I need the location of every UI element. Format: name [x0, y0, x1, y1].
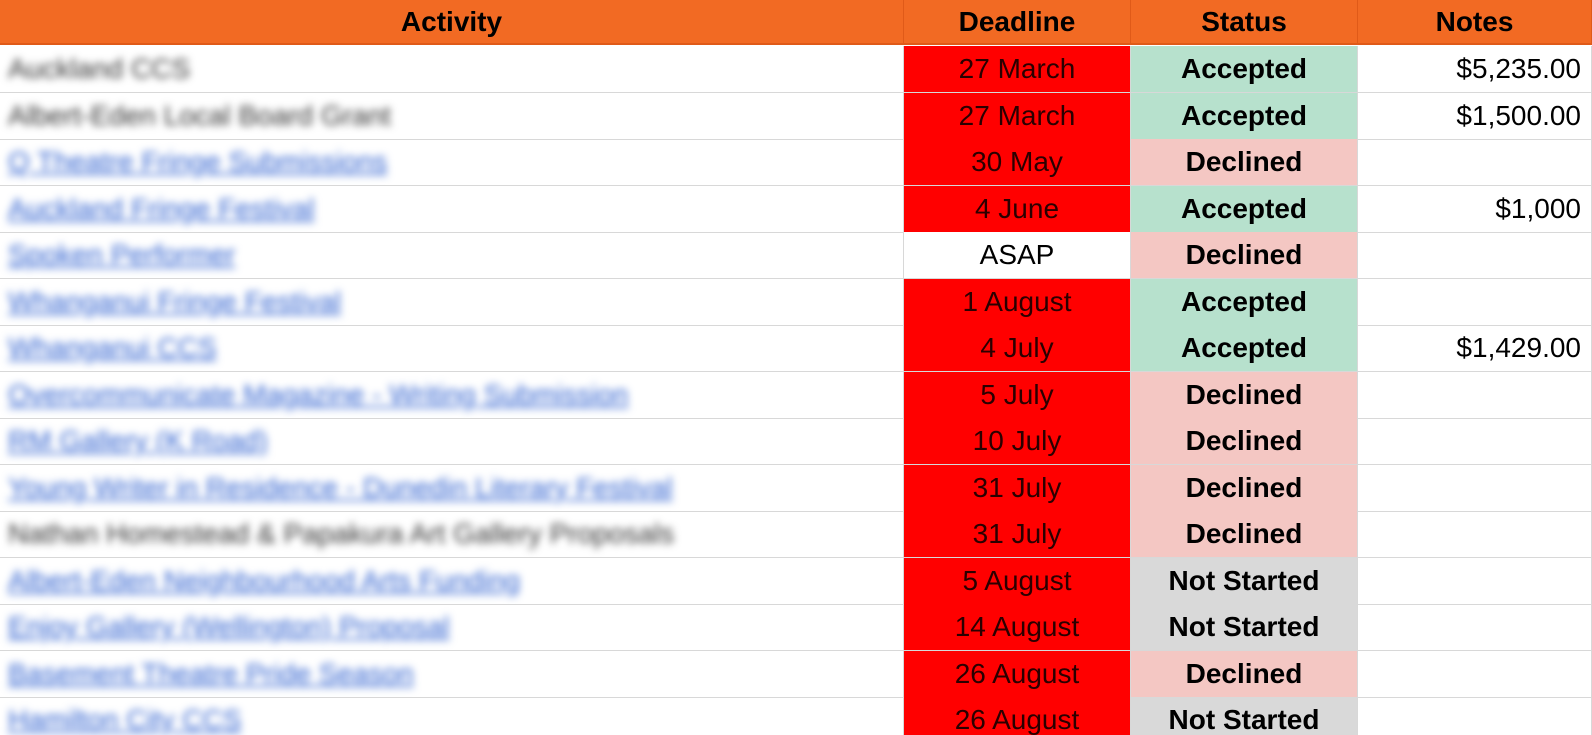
- status-cell[interactable]: Not Started: [1131, 697, 1358, 735]
- table-row: [0, 325, 1592, 372]
- activity-cell[interactable]: [0, 558, 904, 605]
- table-row: [0, 465, 1592, 512]
- activity-link[interactable]: Spoken Performer: [8, 239, 236, 270]
- status-cell[interactable]: Declined: [1131, 651, 1358, 698]
- status-cell[interactable]: Accepted: [1131, 186, 1358, 233]
- activity-link[interactable]: Q Theatre Fringe Submissions: [8, 146, 388, 177]
- table-row: [0, 279, 1592, 326]
- activity-link[interactable]: Overcommunicate Magazine - Writing Submission: [8, 378, 629, 410]
- activity-cell[interactable]: [0, 325, 904, 372]
- table-row: [0, 418, 1592, 465]
- activity-cell[interactable]: [0, 697, 904, 735]
- activity-cell[interactable]: [0, 511, 904, 558]
- deadline-cell[interactable]: 27 March: [904, 93, 1131, 140]
- table-row: [0, 372, 1592, 419]
- deadline-cell[interactable]: 5 July: [904, 372, 1131, 419]
- activity-cell[interactable]: [0, 232, 904, 279]
- deadline-cell[interactable]: 14 August: [904, 604, 1131, 651]
- notes-cell[interactable]: [1358, 418, 1592, 465]
- activity-cell[interactable]: [0, 93, 904, 140]
- table-row: [0, 46, 1592, 93]
- notes-cell[interactable]: [1358, 232, 1592, 279]
- activity-link[interactable]: Auckland Fringe Festival: [8, 192, 315, 224]
- notes-cell[interactable]: [1358, 279, 1592, 326]
- notes-cell[interactable]: [1358, 651, 1592, 698]
- header-notes[interactable]: Notes: [1358, 0, 1592, 45]
- table-row: [0, 186, 1592, 233]
- activity-link[interactable]: Enjoy Gallery (Wellington) Proposal: [8, 611, 450, 642]
- notes-cell[interactable]: $1,000: [1358, 186, 1592, 233]
- activity-cell[interactable]: [0, 465, 904, 512]
- table-row: [0, 232, 1592, 279]
- activity-link[interactable]: Albert-Eden Neighbourhood Arts Funding: [8, 564, 521, 596]
- status-cell[interactable]: Accepted: [1131, 93, 1358, 140]
- activity-cell[interactable]: [0, 186, 904, 233]
- activity-link[interactable]: Whanganui CCS: [8, 332, 217, 363]
- activity-cell[interactable]: [0, 651, 904, 698]
- activity-text: Albert-Eden Local Board Grant: [8, 99, 391, 131]
- activity-cell[interactable]: [0, 139, 904, 186]
- deadline-cell[interactable]: ASAP: [904, 232, 1131, 279]
- activity-cell[interactable]: [0, 604, 904, 651]
- activity-cell[interactable]: [0, 279, 904, 326]
- status-cell[interactable]: Declined: [1131, 372, 1358, 419]
- notes-cell[interactable]: [1358, 372, 1592, 419]
- status-cell[interactable]: Accepted: [1131, 325, 1358, 372]
- header-deadline[interactable]: Deadline: [904, 0, 1131, 45]
- activity-cell[interactable]: [0, 418, 904, 465]
- status-cell[interactable]: Declined: [1131, 511, 1358, 558]
- deadline-cell[interactable]: 4 June: [904, 186, 1131, 233]
- activity-link[interactable]: Whanganui Fringe Festival: [8, 285, 342, 317]
- header-status[interactable]: Status: [1131, 0, 1358, 45]
- deadline-cell[interactable]: 26 August: [904, 651, 1131, 698]
- notes-cell[interactable]: [1358, 139, 1592, 186]
- notes-cell[interactable]: $1,500.00: [1358, 93, 1592, 140]
- deadline-cell[interactable]: 27 March: [904, 46, 1131, 93]
- status-cell[interactable]: Declined: [1131, 465, 1358, 512]
- notes-cell[interactable]: $5,235.00: [1358, 46, 1592, 93]
- notes-cell[interactable]: [1358, 511, 1592, 558]
- deadline-cell[interactable]: 1 August: [904, 279, 1131, 326]
- activity-cell[interactable]: [0, 46, 904, 93]
- status-cell[interactable]: Declined: [1131, 418, 1358, 465]
- deadline-cell[interactable]: 4 July: [904, 325, 1131, 372]
- header-row: [0, 0, 1592, 47]
- table-row: [0, 651, 1592, 698]
- notes-cell[interactable]: [1358, 465, 1592, 512]
- status-cell[interactable]: Not Started: [1131, 558, 1358, 605]
- table-row: [0, 511, 1592, 558]
- deadline-cell[interactable]: 5 August: [904, 558, 1131, 605]
- notes-cell[interactable]: [1358, 558, 1592, 605]
- deadline-cell[interactable]: 26 August: [904, 697, 1131, 735]
- status-cell[interactable]: Declined: [1131, 232, 1358, 279]
- activity-text: Nathan Homestead & Papakura Art Gallery Proposals: [8, 518, 675, 549]
- activity-link[interactable]: RM Gallery (K Road): [8, 425, 268, 456]
- status-cell[interactable]: Accepted: [1131, 279, 1358, 326]
- notes-cell[interactable]: [1358, 604, 1592, 651]
- activity-text: Auckland CCS: [8, 53, 191, 84]
- deadline-cell[interactable]: 10 July: [904, 418, 1131, 465]
- deadline-cell[interactable]: 31 July: [904, 511, 1131, 558]
- notes-cell[interactable]: $1,429.00: [1358, 325, 1592, 372]
- table-row: [0, 604, 1592, 651]
- notes-cell[interactable]: [1358, 697, 1592, 735]
- deadline-cell[interactable]: 30 May: [904, 139, 1131, 186]
- table-row: [0, 558, 1592, 605]
- header-activity[interactable]: Activity: [0, 0, 904, 45]
- status-cell[interactable]: Not Started: [1131, 604, 1358, 651]
- status-cell[interactable]: Declined: [1131, 139, 1358, 186]
- table-row: [0, 697, 1592, 735]
- table-row: [0, 93, 1592, 140]
- deadline-cell[interactable]: 31 July: [904, 465, 1131, 512]
- activity-cell[interactable]: [0, 372, 904, 419]
- status-cell[interactable]: Accepted: [1131, 46, 1358, 93]
- table-row: [0, 139, 1592, 186]
- activity-link[interactable]: Hamilton City CCS: [8, 704, 242, 735]
- activity-link[interactable]: Basement Theatre Pride Season: [8, 657, 414, 689]
- activity-link[interactable]: Young Writer in Residence - Dunedin Literary Festival: [8, 471, 673, 503]
